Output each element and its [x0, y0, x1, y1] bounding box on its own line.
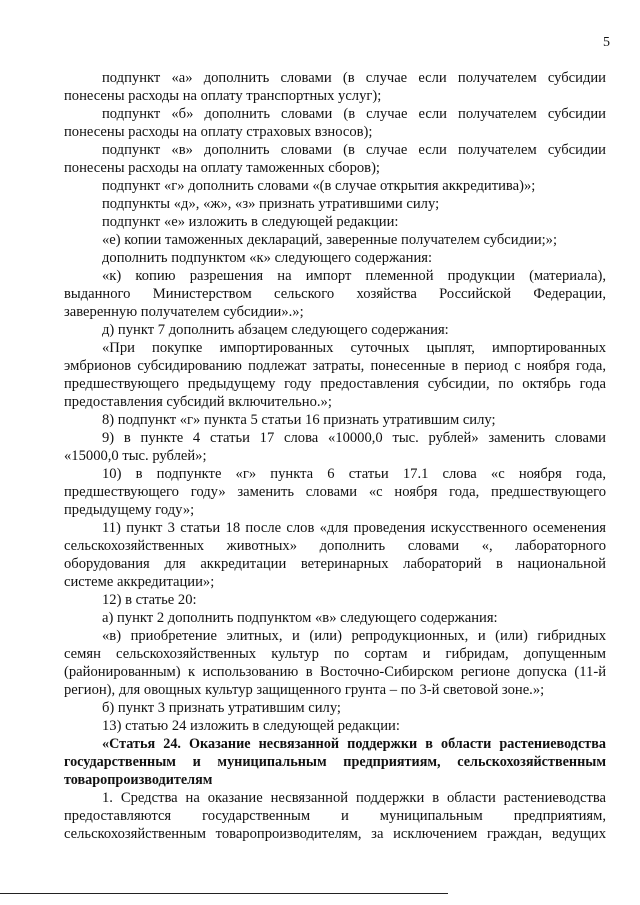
text-line: подпункт «а» дополнить словами (в случае если получателем субсидии: [102, 70, 606, 86]
text-line: (районированным) к использованию в Восточно-Сибирском регионе допуска (11-й: [64, 664, 606, 680]
text-line: предыдущему году»;: [64, 502, 195, 518]
text-line: регион), для овощных культур защищенного грунта – по 3-й световой зоне.»;: [64, 682, 545, 698]
text-line: понесены расходы на оплату таможенных сборов);: [64, 160, 380, 176]
text-line: предоставления субсидий включительно.»;: [64, 394, 332, 410]
text-line: «е) копии таможенных деклараций, заверенные получателем субсидии;»;: [102, 232, 558, 248]
text-line: подпункт «г» дополнить словами «(в случае открытия аккредитива)»;: [102, 178, 536, 194]
page-number: 5: [603, 35, 610, 50]
text-line: понесены расходы на оплату транспортных услуг);: [64, 88, 382, 104]
text-line: 9) в пункте 4 статьи 17 слова «10000,0 тыс. рублей» заменить словами: [102, 430, 606, 446]
text-line: оборудования для аккредитации ветеринарных лабораторий в национальной: [64, 556, 606, 572]
text-line: подпункт «б» дополнить словами (в случае если получателем субсидии: [102, 106, 606, 122]
text-line: системе аккредитации»;: [64, 574, 215, 590]
text-line: 8) подпункт «г» пункта 5 статьи 16 признать утратившим силу;: [102, 412, 496, 428]
text-line: подпункты «д», «ж», «з» признать утратившими силу;: [102, 196, 440, 212]
text-line: а) пункт 2 дополнить подпунктом «в» следующего содержания:: [102, 610, 498, 626]
text-line: «15000,0 тыс. рублей»;: [64, 448, 207, 464]
text-line: б) пункт 3 признать утратившим силу;: [102, 700, 341, 716]
text-line: подпункт «е» изложить в следующей редакции:: [102, 214, 399, 230]
text-line: эмбрионов субсидированию подлежат затраты, понесенные в период с ноября года,: [64, 358, 606, 374]
article-heading-line: товаропроизводителям: [64, 772, 213, 788]
text-line: дополнить подпунктом «к» следующего содержания:: [102, 250, 433, 266]
text-line: 1. Средства на оказание несвязанной поддержки в области растениеводства: [102, 790, 606, 806]
text-line: 13) статью 24 изложить в следующей редакции:: [102, 718, 400, 734]
text-line: подпункт «в» дополнить словами (в случае если получателем субсидии: [102, 142, 606, 158]
article-heading-line: государственным и муниципальным предприятиям, сельскохозяйственным: [64, 754, 606, 770]
text-line: выданного Министерством сельского хозяйства Российской Федерации,: [64, 286, 606, 302]
text-line: 11) пункт 3 статьи 18 после слов «для проведения искусственного осеменения: [102, 520, 606, 536]
text-line: сельскохозяйственных животных» дополнить словами «, лабораторного: [64, 538, 606, 554]
text-line: 12) в статье 20:: [102, 592, 197, 608]
article-heading-line: «Статья 24. Оказание несвязанной поддержки в области растениеводства: [102, 736, 606, 752]
text-line: 10) в подпункте «г» пункта 6 статьи 17.1 слова «с ноября года,: [102, 466, 606, 482]
text-line: «При покупке импортированных суточных цыплят, импортированных: [102, 340, 606, 356]
text-line: «к) копию разрешения на импорт племенной продукции (материала),: [102, 268, 606, 284]
text-line: предоставляются государственным и муниципальным предприятиям,: [64, 808, 606, 824]
text-line: «в) приобретение элитных, и (или) репродукционных, и (или) гибридных: [102, 628, 606, 644]
text-line: заверенную получателем субсидии».»;: [64, 304, 304, 320]
text-line: сельскохозяйственным товаропроизводителям, за исключением граждан, ведущих: [64, 826, 606, 842]
footer-rule: [0, 893, 448, 894]
text-line: предшествующего году» заменить словами «с ноября года, предшествующего: [64, 484, 606, 500]
text-line: д) пункт 7 дополнить абзацем следующего содержания:: [102, 322, 449, 338]
text-line: семян сельскохозяйственных культур по сортам и гибридам, допущенным: [64, 646, 606, 662]
text-line: предшествующего предыдущему году предоставления субсидии, по октябрь года: [64, 376, 606, 392]
text-line: понесены расходы на оплату страховых взносов);: [64, 124, 373, 140]
